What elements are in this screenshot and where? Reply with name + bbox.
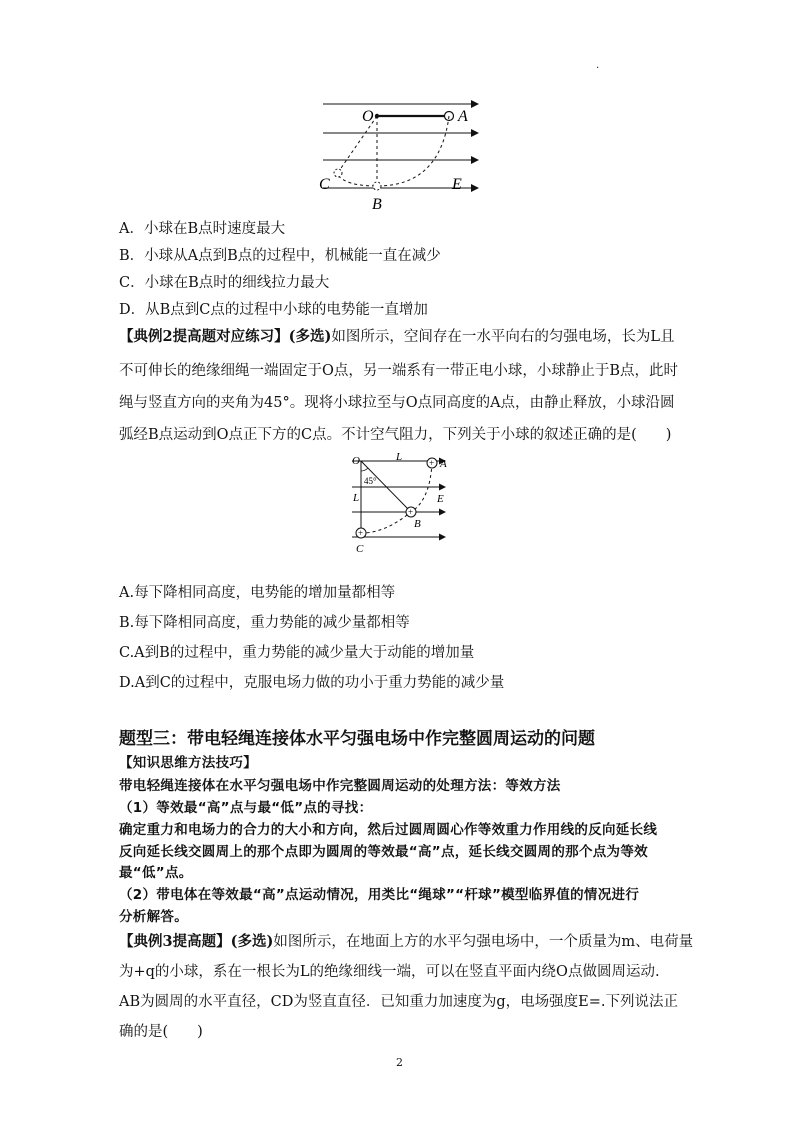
example2-line4: 弧经B点运动到O点正下方的C点。不计空气阻力，下列关于小球的叙述正确的是( ) xyxy=(119,427,672,443)
label-A: A xyxy=(458,108,468,125)
plus-B: + xyxy=(408,507,414,517)
method-line1: 带电轻绳连接体在水平匀强电场中作完整圆周运动的处理方法：等效方法 xyxy=(119,778,561,794)
q2-option-a: A.每下降相同高度，电势能的增加量都相等 xyxy=(119,585,396,601)
method-line2: （1）等效最“高”点与最“低”点的寻找： xyxy=(119,800,373,816)
label-B: B xyxy=(414,518,421,530)
ball-C xyxy=(334,169,342,177)
example2-line3: 绳与竖直方向的夹角为45°。现将小球拉至与O点同高度的A点，由静止释放，小球沿圆 xyxy=(119,395,675,411)
q1-option-a: A．小球在B点时速度最大 xyxy=(119,221,286,237)
method-tag: 【知识思维方法技巧】 xyxy=(119,755,257,771)
example2-line1 xyxy=(119,327,674,347)
angle-arc xyxy=(361,468,368,471)
corner-dot: . xyxy=(596,60,600,71)
q2-option-d: D.A到C的过程中，克服电场力做的功小于重力势能的减少量 xyxy=(119,675,505,691)
method-line5: 最“低”点。 xyxy=(119,865,193,881)
label-A: A xyxy=(440,458,447,470)
q2-option-b: B.每下降相同高度，重力势能的减少量都相等 xyxy=(119,615,410,631)
label-E: E xyxy=(437,493,444,505)
label-E: E xyxy=(452,176,462,193)
label-C: C xyxy=(356,543,364,555)
example2-multi: (多选) xyxy=(288,328,332,345)
example2-tag: 【典例2提高题对应练习】 xyxy=(119,328,289,345)
method-line4: 反向延长线交圆周上的那个点即为圆周的等效最“高”点，延长线交圆周的那个点为等效 xyxy=(119,844,648,860)
method-line3: 确定重力和电场力的合力的大小和方向，然后过圆周圆心作等效重力作用线的反向延长线 xyxy=(119,822,658,838)
label-L-side: L xyxy=(353,492,360,504)
example3-multi: (多选) xyxy=(230,933,274,950)
plus-C: + xyxy=(358,528,364,538)
method-line6: （2）带电体在等效最“高”点运动情况，用类比“绳球”“杆球”模型临界值的情况进行 xyxy=(119,887,640,903)
q1-option-d: D．从B点到C点的过程中小球的电势能一直增加 xyxy=(119,302,428,318)
label-angle: 45° xyxy=(364,476,377,486)
label-C: C xyxy=(319,176,330,193)
plus-A: + xyxy=(429,458,435,468)
figure-2 xyxy=(0,450,800,565)
label-O: O xyxy=(352,455,360,467)
label-B: B xyxy=(372,196,382,213)
example3-text1: 如图所示，在地面上方的水平匀强电场中，一个质量为m、电荷量 xyxy=(273,934,694,950)
example2-line2: 不可伸长的绝缘细绳一端固定于O点，另一端系有一带正电小球，小球静止于B点，此时 xyxy=(119,363,679,379)
label-L-top: L xyxy=(396,451,403,463)
example3-line4: 确的是( ) xyxy=(119,1024,203,1040)
q1-option-c: C．小球在B点时的细线拉力最大 xyxy=(119,275,330,291)
q2-option-c: C.A到B的过程中，重力势能的减少量大于动能的增加量 xyxy=(119,645,475,661)
q1-option-b: B．小球从A点到B点的过程中，机械能一直在减少 xyxy=(119,248,441,264)
section3-title: 题型三：带电轻绳连接体水平匀强电场中作完整圆周运动的问题 xyxy=(119,729,595,749)
page-number: 2 xyxy=(396,1056,403,1069)
example3-line3: AB为圆周的水平直径，CD为竖直直径．已知重力加速度为g，电场强度E=.下列说法正 xyxy=(119,994,678,1010)
example3-line2: 为+q的小球，系在一根长为L的绝缘细线一端，可以在竖直平面内绕O点做圆周运动. xyxy=(119,964,660,980)
method-line7: 分析解答。 xyxy=(119,909,188,925)
string-OB xyxy=(361,461,410,511)
example3-line1 xyxy=(119,932,693,952)
ball-B xyxy=(373,182,381,190)
example3-tag: 【典例3提高题】 xyxy=(119,933,231,950)
arc-dashed xyxy=(337,116,449,186)
label-O: O xyxy=(362,108,374,125)
example2-text1: 如图所示，空间存在一水平向右的匀强电场，长为L且 xyxy=(331,329,675,345)
